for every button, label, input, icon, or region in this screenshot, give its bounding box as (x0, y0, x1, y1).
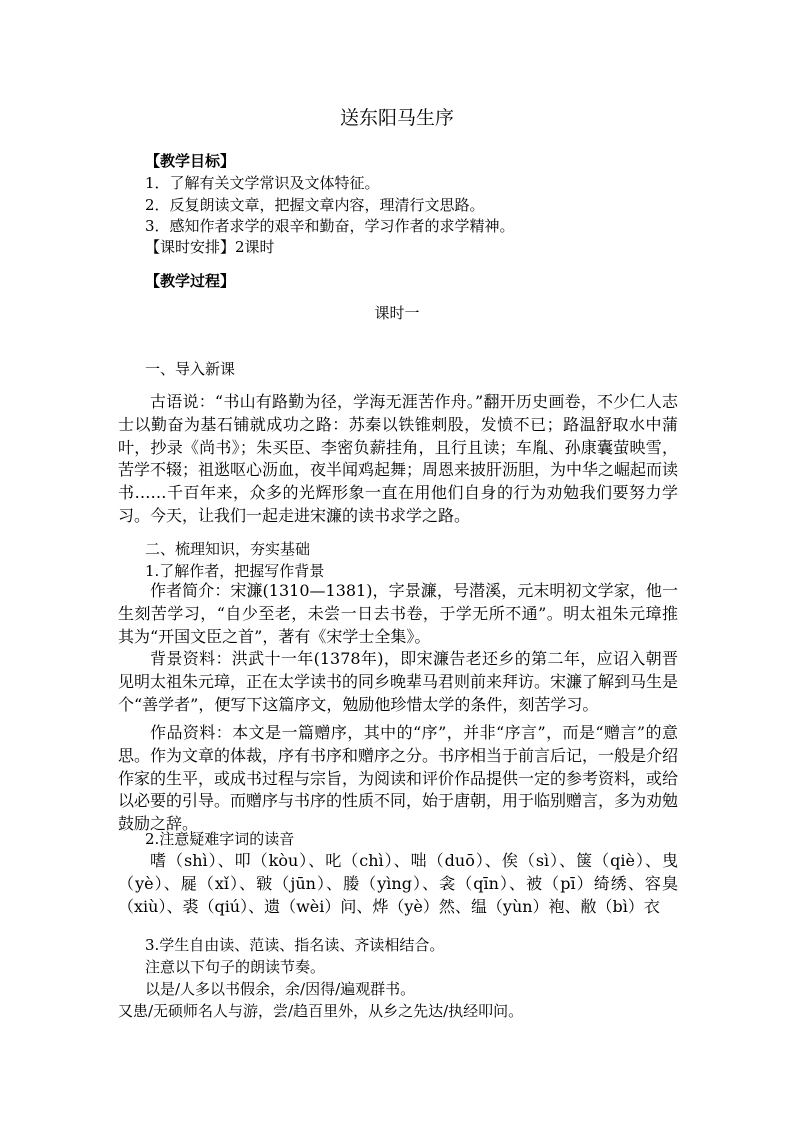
objectives-heading: 【教学目标】 (145, 152, 236, 170)
reading-note: 注意以下句子的朗读节奏。 (145, 958, 326, 976)
objective-item: 2．反复朗读文章，把握文章内容，理清行文思路。 (145, 196, 485, 214)
subsection-heading: 3.学生自由读、范读、指名读、齐读相结合。 (145, 936, 445, 954)
lesson-heading: 课时一 (374, 304, 420, 322)
objective-item: 3．感知作者求学的艰辛和勤奋，学习作者的求学精神。 (145, 217, 515, 235)
reading-sentence: 又患/无硕师名人与游，尝/趋百里外，从乡之先达/执经叩问。 (118, 1002, 524, 1020)
author-paragraph: 作者简介：宋濂(1310—1381)，字景濂，号潜溪，元末明初文学家，他一生刻苦学习，“自少至老，未尝一日去书卷，于学无所不通”。明太祖朱元璋推其为“开国文臣之首”，著有《宋学士全集》。 (118, 581, 678, 646)
section-heading: 一、导入新课 (145, 360, 236, 378)
subsection-heading: 2.注意疑难字词的读音 (145, 830, 295, 848)
pronunciation-paragraph: 嗜（shì）、叩（kòu）、叱（chì）、咄（duō）、俟（sì）、箧（qiè）、曳（yè）、屣（xǐ）、皲（jūn）、媵（yìng）、衾（qīn）、被（pī）绮绣、容臭（xiù）、裘（qiú）、遗（wèi）问、烨（yè）然、缊（yùn）袍、敝（bì）衣 (118, 851, 678, 916)
section-heading: 二、梳理知识，夯实基础 (145, 540, 311, 558)
schedule-line: 【课时安排】2课时 (145, 238, 275, 256)
intro-paragraph: 古语说：“书山有路勤为径，学海无涯苦作舟。”翻开历史画卷，不少仁人志士以勤奋为基石铺就成功之路：苏秦以铁锥刺股，发愤不已；路温舒取水中蒲叶，抄录《尚书》；朱买臣、李密负薪挂角，且行且读；车胤、孙康囊萤映雪，苦学不辍；祖逖呕心沥血，夜半闻鸡起舞；周恩来披肝沥胆，为中华之崛起而读书……千百年来，众多的光辉形象一直在用他们自身的行为劝勉我们要努力学习。今天，让我们一起走进宋濂的读书求学之路。 (118, 392, 679, 525)
process-heading: 【教学过程】 (145, 272, 236, 290)
work-paragraph: 作品资料：本文是一篇赠序，其中的“序”，并非“序言”，而是“赠言”的意思。作为文章的体裁，序有书序和赠序之分。书序相当于前言后记，一般是介绍作家的生平，或成书过程与宗旨，为阅读和评价作品提供一定的参考资料，或给以必要的引导。而赠序与书序的性质不同，始于唐朝，用于临别赠言，多为劝勉鼓励之辞。 (118, 723, 679, 834)
subsection-heading: 1.了解作者，把握写作背景 (145, 562, 325, 580)
reading-sentence: 以是/人多以书假余，余/因得/遍观群书。 (145, 980, 416, 998)
page-title: 送东阳马生序 (339, 107, 454, 129)
background-paragraph: 背景资料：洪武十一年(1378年)，即宋濂告老还乡的第二年，应诏入朝晋见明太祖朱元璋，正在太学读书的同乡晚辈马君则前来拜访。宋濂了解到马生是个“善学者”，便写下这篇序文，勉励他珍惜太学的条件，刻苦学习。 (118, 649, 679, 714)
objective-item: 1．了解有关文学常识及文体特征。 (145, 174, 380, 192)
